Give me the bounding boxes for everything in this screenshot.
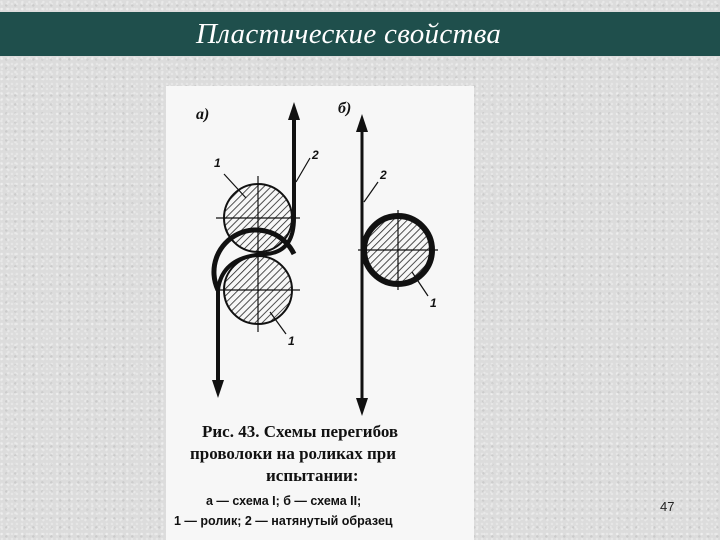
slide-title: Пластические свойства bbox=[196, 18, 502, 50]
figure-legend-line1: а — схема I; б — схема II; bbox=[206, 494, 362, 508]
figure-scan bbox=[166, 86, 474, 540]
arrow-b-up bbox=[356, 114, 368, 132]
label-a-roller-top: 1 bbox=[214, 156, 221, 170]
label-a-roller-bottom: 1 bbox=[288, 334, 295, 348]
figure-legend-line2: 1 — ролик; 2 — натянутый образец bbox=[174, 514, 393, 528]
panel-b-label: б) bbox=[338, 100, 352, 117]
leader-b-2 bbox=[364, 182, 378, 202]
label-b-roller: 1 bbox=[430, 296, 437, 310]
arrow-b-down bbox=[356, 398, 368, 416]
arrow-a-down bbox=[212, 380, 224, 398]
label-b-sample: 2 bbox=[380, 168, 387, 182]
page-number: 47 bbox=[660, 499, 675, 514]
leader-a-2 bbox=[296, 158, 310, 182]
figure-caption-line3: испытании: bbox=[266, 466, 359, 485]
arrow-a-up bbox=[288, 102, 300, 120]
label-a-sample: 2 bbox=[312, 148, 319, 162]
figure-caption-line1: Рис. 43. Схемы перегибов bbox=[202, 422, 399, 441]
panel-a-label: а) bbox=[196, 106, 210, 123]
slide-title-bar bbox=[0, 12, 720, 56]
figure-caption-line2: проволоки на роликах при bbox=[190, 444, 396, 463]
